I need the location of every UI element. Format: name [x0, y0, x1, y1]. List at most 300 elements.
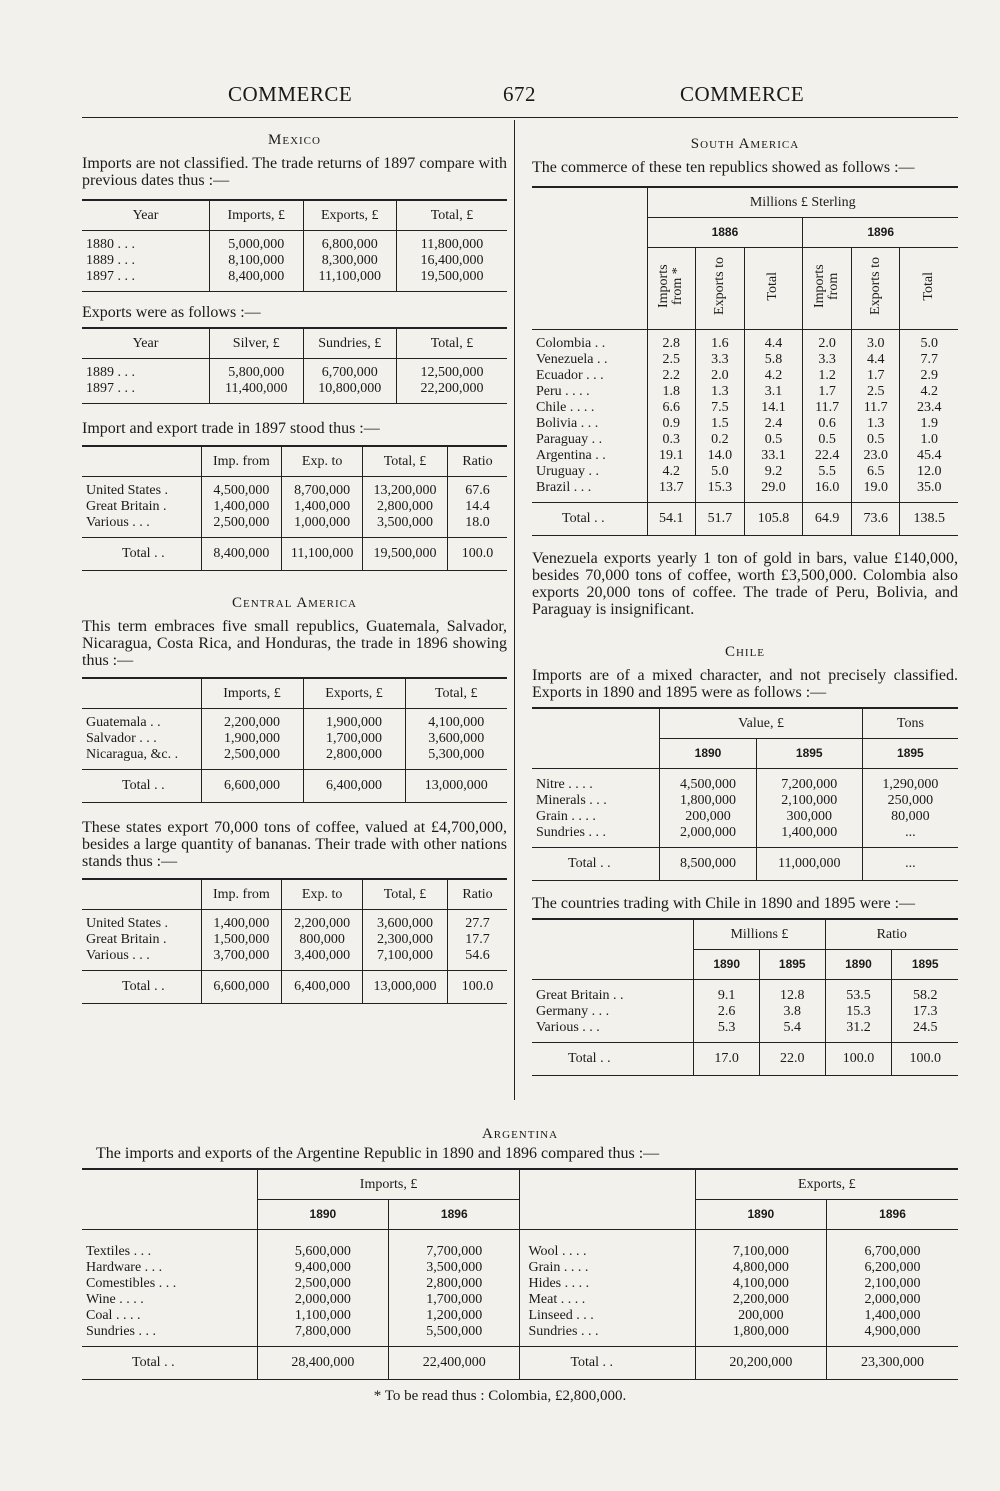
- cell-value: 80,000: [862, 809, 958, 825]
- row-label: Great Britain . .: [536, 988, 624, 1003]
- column-header: Sundries, £: [303, 328, 397, 359]
- total-label: Total . .: [532, 848, 660, 881]
- total-value: 6,400,000: [282, 971, 363, 1004]
- sub-header-label: Exports to: [867, 257, 883, 315]
- year-header: 1890: [660, 739, 756, 769]
- year-header: 1896: [803, 218, 958, 248]
- mexico-trade-intro: Import and export trade in 1897 stood thus :—: [82, 420, 380, 437]
- central-para: These states export 70,000 tons of coffee, valued at £4,700,000, besides a large quantity of bananas. Their trade with other nations stands thus :—: [82, 819, 507, 870]
- cell-value: 2.2: [647, 368, 696, 384]
- row-label: 1880 . . .: [86, 237, 135, 252]
- column-header: Exports, £: [303, 678, 405, 709]
- south-table: [532, 186, 958, 536]
- table-row: [532, 809, 958, 825]
- total-row: [532, 503, 958, 536]
- total-value: 100.0: [892, 1043, 958, 1076]
- total-value: 20,200,000: [695, 1347, 826, 1380]
- row-label: Salvador . . .: [86, 731, 157, 746]
- cell-value: 3.3: [803, 352, 852, 368]
- total-value: 11,100,000: [282, 538, 363, 571]
- cell-value: 35.0: [900, 480, 958, 503]
- total-value: 64.9: [803, 503, 852, 536]
- row-label: Linseed . . .: [520, 1308, 695, 1324]
- total-label: Total . .: [532, 503, 647, 536]
- row-label: Germany . . .: [536, 1004, 610, 1019]
- cell-value: 22.4: [803, 448, 852, 464]
- cell-value: 19.1: [647, 448, 696, 464]
- total-value: 22,400,000: [389, 1347, 520, 1380]
- south-intro: The commerce of these ten republics showed as follows :—: [532, 159, 915, 176]
- header-left: COMMERCE: [228, 82, 353, 106]
- table-row: [82, 1308, 958, 1324]
- total-value: 23,300,000: [827, 1347, 958, 1380]
- cell-value: 3,400,000: [282, 948, 363, 971]
- cell-value: 19,500,000: [397, 269, 508, 292]
- cell-value: 14.1: [744, 400, 803, 416]
- cell-value: 18.0: [448, 515, 508, 538]
- mexico-intro: Imports are not classified. The trade returns of 1897 compare with previous dates thus :—: [82, 155, 507, 189]
- cell-value: 7,100,000: [695, 1230, 826, 1261]
- right-column: [532, 136, 958, 1076]
- table-row: [82, 359, 507, 382]
- table-row: [532, 1004, 958, 1020]
- cell-value: 1.3: [696, 384, 745, 400]
- cell-value: 15.3: [825, 1004, 892, 1020]
- column-header: Ratio: [448, 446, 508, 477]
- cell-value: 0.5: [803, 432, 852, 448]
- table-row: [532, 793, 958, 809]
- table-row: [82, 381, 507, 404]
- table-row: [82, 515, 507, 538]
- row-label: Brazil . . .: [536, 480, 592, 495]
- cell-value: 0.9: [647, 416, 696, 432]
- group-header: Millions £: [694, 919, 825, 950]
- cell-value: 1.7: [851, 368, 900, 384]
- total-label: Total . .: [82, 770, 201, 803]
- total-row: [82, 538, 507, 571]
- cell-value: 2,800,000: [303, 747, 405, 770]
- cell-value: 7,200,000: [756, 769, 862, 794]
- total-value: 138.5: [900, 503, 958, 536]
- left-column: [82, 132, 507, 1004]
- table-row: [532, 400, 958, 416]
- sub-header-label: Total: [765, 271, 781, 301]
- total-label: Total . .: [82, 1347, 257, 1380]
- row-label: Comestibles . . .: [86, 1276, 177, 1291]
- column-header: Total, £: [405, 678, 507, 709]
- cell-value: 1,400,000: [756, 825, 862, 848]
- central-table-2: [82, 878, 507, 1004]
- cell-value: 2.4: [744, 416, 803, 432]
- cell-value: 5.3: [694, 1020, 760, 1043]
- group-header: Ratio: [825, 919, 958, 950]
- table-row: [82, 731, 507, 747]
- table-row: [532, 352, 958, 368]
- argentina-intro: The imports and exports of the Argentine Republic in 1890 and 1896 compared thus :—: [96, 1145, 660, 1162]
- sub-header-label: Total: [921, 271, 937, 301]
- cell-value: 5.0: [696, 464, 745, 480]
- cell-value: 3.8: [759, 1004, 825, 1020]
- cell-value: 3.3: [696, 352, 745, 368]
- cell-value: 9.1: [694, 980, 760, 1005]
- cell-value: 5,600,000: [257, 1230, 388, 1261]
- cell-value: 2,500,000: [257, 1276, 388, 1292]
- cell-value: 16.0: [803, 480, 852, 503]
- column-header: [82, 678, 201, 709]
- total-label: Total . .: [82, 538, 201, 571]
- total-value: 13,000,000: [363, 971, 448, 1004]
- table-row: [82, 1260, 958, 1276]
- chile-table-1: [532, 707, 958, 881]
- table-row: [82, 269, 507, 292]
- sub-header-label: Imports from: [812, 264, 842, 308]
- table-row: [532, 368, 958, 384]
- cell-value: 4.4: [744, 330, 803, 353]
- cell-value: 2,200,000: [201, 709, 303, 732]
- sub-header: [744, 248, 803, 330]
- table-row: [82, 253, 507, 269]
- group-header: Tons: [862, 708, 958, 739]
- page-number: 672: [503, 82, 536, 106]
- cell-value: 1,400,000: [201, 910, 282, 933]
- cell-value: 2.0: [803, 330, 852, 353]
- cell-value: 1,900,000: [201, 731, 303, 747]
- table-row: [532, 480, 958, 503]
- column-header: Year: [82, 200, 210, 231]
- row-label: Various . . .: [86, 515, 150, 530]
- cell-value: 58.2: [892, 980, 958, 1005]
- column-header: [82, 879, 201, 910]
- row-label: Grain . . . .: [536, 809, 596, 824]
- cell-value: 3,600,000: [405, 731, 507, 747]
- year-header: 1890: [257, 1200, 388, 1230]
- row-label: Textiles . . .: [86, 1244, 152, 1259]
- cell-value: 23.0: [851, 448, 900, 464]
- total-value: ...: [862, 848, 958, 881]
- column-header: Total, £: [363, 879, 448, 910]
- total-label: Total . .: [520, 1347, 695, 1380]
- corner-cell: [532, 187, 647, 330]
- cell-value: 2,300,000: [363, 932, 448, 948]
- total-value: 17.0: [694, 1043, 760, 1076]
- cell-value: 27.7: [448, 910, 508, 933]
- argentina-title: Argentina: [481, 1126, 559, 1142]
- row-label: Sundries . . .: [536, 825, 606, 840]
- column-header: Silver, £: [210, 328, 304, 359]
- cell-value: 2.6: [694, 1004, 760, 1020]
- exports-header: Exports, £: [695, 1169, 958, 1200]
- cell-value: 3,600,000: [363, 910, 448, 933]
- table-row: [532, 769, 958, 794]
- row-label: Meat . . . .: [520, 1292, 695, 1308]
- central-table-1: [82, 677, 507, 803]
- cell-value: 12.0: [900, 464, 958, 480]
- cell-value: 1.3: [851, 416, 900, 432]
- cell-value: 2,500,000: [201, 747, 303, 770]
- cell-value: 1,200,000: [389, 1308, 520, 1324]
- row-label: Sundries . . .: [520, 1324, 695, 1347]
- row-label: 1889 . . .: [86, 365, 135, 380]
- total-value: 105.8: [744, 503, 803, 536]
- table-row: [82, 499, 507, 515]
- column-header: Total, £: [397, 200, 508, 231]
- cell-value: 300,000: [756, 809, 862, 825]
- cell-value: 3,500,000: [363, 515, 448, 538]
- year-header: 1895: [759, 950, 825, 980]
- cell-value: 1,700,000: [389, 1292, 520, 1308]
- cell-value: 33.1: [744, 448, 803, 464]
- cell-value: 2.9: [900, 368, 958, 384]
- cell-value: 31.2: [825, 1020, 892, 1043]
- table-row: [532, 448, 958, 464]
- sub-header: [851, 248, 900, 330]
- row-label: Uruguay . .: [536, 464, 599, 479]
- cell-value: 15.3: [696, 480, 745, 503]
- cell-value: 23.4: [900, 400, 958, 416]
- column-header: Imports, £: [210, 200, 304, 231]
- row-label: Venezuela . .: [536, 352, 608, 367]
- cell-value: 2.5: [647, 352, 696, 368]
- cell-value: 7.5: [696, 400, 745, 416]
- total-row: [82, 1347, 958, 1380]
- table-row: [532, 980, 958, 1005]
- table-row: [82, 932, 507, 948]
- row-label: Guatemala . .: [86, 715, 161, 730]
- total-value: 28,400,000: [257, 1347, 388, 1380]
- total-label: Total . .: [532, 1043, 694, 1076]
- cell-value: 3,700,000: [201, 948, 282, 971]
- cell-value: 1,500,000: [201, 932, 282, 948]
- cell-value: 1,100,000: [257, 1308, 388, 1324]
- year-header: 1890: [825, 950, 892, 980]
- cell-value: 5.8: [744, 352, 803, 368]
- cell-value: 1,800,000: [660, 793, 756, 809]
- corner-cell: [532, 919, 694, 980]
- column-header: Imp. from: [201, 446, 282, 477]
- total-value: 8,400,000: [201, 538, 282, 571]
- chile-table-2: [532, 918, 958, 1076]
- cell-value: 11,400,000: [210, 381, 304, 404]
- row-label: Various . . .: [536, 1020, 600, 1035]
- total-row: [82, 971, 507, 1004]
- column-header: Imports, £: [201, 678, 303, 709]
- column-divider: [514, 120, 515, 1100]
- row-label: Ecuador . . .: [536, 368, 604, 383]
- cell-value: 11,800,000: [397, 231, 508, 254]
- column-header: Total, £: [397, 328, 508, 359]
- cell-value: 1.2: [803, 368, 852, 384]
- row-label: Nitre . . . .: [536, 777, 593, 792]
- cell-value: 11,100,000: [303, 269, 397, 292]
- row-label: Minerals . . .: [536, 793, 607, 808]
- cell-value: 2.0: [696, 368, 745, 384]
- cell-value: 17.7: [448, 932, 508, 948]
- cell-value: 4,100,000: [695, 1276, 826, 1292]
- total-value: 22.0: [759, 1043, 825, 1076]
- year-header: 1886: [647, 218, 803, 248]
- argentina-table: [82, 1168, 958, 1380]
- row-label: Sundries . . .: [86, 1324, 156, 1339]
- total-row: [532, 848, 958, 881]
- cell-value: 7.7: [900, 352, 958, 368]
- sub-header: [900, 248, 958, 330]
- row-label: Nicaragua, &c. .: [86, 747, 179, 762]
- cell-value: 2,200,000: [695, 1292, 826, 1308]
- cell-value: 9,400,000: [257, 1260, 388, 1276]
- cell-value: 4,500,000: [201, 477, 282, 500]
- cell-value: 11.7: [803, 400, 852, 416]
- total-value: 11,000,000: [756, 848, 862, 881]
- total-row: [532, 1043, 958, 1076]
- total-value: 100.0: [448, 538, 508, 571]
- row-label: United States .: [86, 483, 169, 498]
- cell-value: 1,400,000: [827, 1308, 958, 1324]
- cell-value: 6.5: [851, 464, 900, 480]
- total-value: 6,600,000: [201, 770, 303, 803]
- table-row: [82, 1292, 958, 1308]
- corner-cell: [82, 1169, 257, 1230]
- table-row: [532, 384, 958, 400]
- row-label: Bolivia . . .: [536, 416, 599, 431]
- mexico-title: Mexico: [268, 132, 321, 148]
- row-label: 1897 . . .: [82, 269, 210, 292]
- cell-value: 19.0: [851, 480, 900, 503]
- cell-value: 1,800,000: [695, 1324, 826, 1347]
- south-title: South America: [690, 136, 800, 152]
- cell-value: 2,100,000: [756, 793, 862, 809]
- row-label: Hides . . . .: [520, 1276, 695, 1292]
- cell-value: 2.8: [647, 330, 696, 353]
- year-header: 1896: [389, 1200, 520, 1230]
- table-row: [82, 231, 507, 254]
- cell-value: ...: [862, 825, 958, 848]
- table-row: [82, 948, 507, 971]
- cell-value: 12.8: [759, 980, 825, 1005]
- table-row: [82, 1276, 958, 1292]
- cell-value: 1.6: [696, 330, 745, 353]
- year-header: 1890: [694, 950, 760, 980]
- cell-value: 7,100,000: [363, 948, 448, 971]
- cell-value: 4,900,000: [827, 1324, 958, 1347]
- total-value: 100.0: [448, 971, 508, 1004]
- chile-title: Chile: [724, 644, 766, 660]
- cell-value: 1.7: [803, 384, 852, 400]
- table-row: [532, 432, 958, 448]
- cell-value: 8,400,000: [210, 269, 304, 292]
- table-row: [82, 477, 507, 500]
- cell-value: 0.5: [744, 432, 803, 448]
- cell-value: 0.6: [803, 416, 852, 432]
- cell-value: 4.2: [647, 464, 696, 480]
- table-row: [532, 330, 958, 353]
- cell-value: 1.5: [696, 416, 745, 432]
- footnote: * To be read thus : Colombia, £2,800,000.: [373, 1388, 627, 1404]
- column-header: [82, 446, 201, 477]
- south-para: Venezuela exports yearly 1 ton of gold in bars, value £140,000, besides 70,000 tons of coffee, worth £3,500,000. Colombia also exports 20,000 tons of coffee. The trade of Peru, Bolivia, and Paraguay is insignificant.: [532, 550, 958, 618]
- cell-value: 1,900,000: [303, 709, 405, 732]
- cell-value: 8,300,000: [303, 253, 397, 269]
- table-row: [532, 464, 958, 480]
- table-row: [532, 416, 958, 432]
- cell-value: 6,800,000: [303, 231, 397, 254]
- total-value: 13,000,000: [405, 770, 507, 803]
- cell-value: 12,500,000: [397, 359, 508, 382]
- column-header: Ratio: [448, 879, 508, 910]
- header-rule: [82, 117, 958, 118]
- total-label: Total . .: [82, 971, 201, 1004]
- cell-value: 6.6: [647, 400, 696, 416]
- table-row: [532, 825, 958, 848]
- cell-value: 8,700,000: [282, 477, 363, 500]
- column-header: Exp. to: [282, 879, 363, 910]
- table-row: [532, 1020, 958, 1043]
- cell-value: 53.5: [825, 980, 892, 1005]
- table-row: [82, 910, 507, 933]
- cell-value: 2,000,000: [660, 825, 756, 848]
- cell-value: 5,500,000: [389, 1324, 520, 1347]
- table-row: [82, 1230, 958, 1261]
- sub-header: [696, 248, 745, 330]
- group-header: Millions £ Sterling: [647, 187, 958, 218]
- cell-value: 10,800,000: [303, 381, 397, 404]
- row-label: Grain . . . .: [520, 1260, 695, 1276]
- row-label: Great Britain .: [86, 499, 167, 514]
- cell-value: 1,000,000: [282, 515, 363, 538]
- cell-value: 29.0: [744, 480, 803, 503]
- row-label: 1897 . . .: [82, 381, 210, 404]
- row-label: Wool . . . .: [520, 1230, 695, 1261]
- cell-value: 2,500,000: [201, 515, 282, 538]
- cell-value: 5.0: [900, 330, 958, 353]
- cell-value: 2,200,000: [282, 910, 363, 933]
- column-header: Imp. from: [201, 879, 282, 910]
- column-header: Year: [82, 328, 210, 359]
- imports-header: Imports, £: [257, 1169, 520, 1200]
- cell-value: 4,500,000: [660, 769, 756, 794]
- chile-para: The countries trading with Chile in 1890 and 1895 were :—: [532, 895, 916, 912]
- cell-value: 4,100,000: [405, 709, 507, 732]
- cell-value: 1.9: [900, 416, 958, 432]
- cell-value: 0.2: [696, 432, 745, 448]
- cell-value: 6,700,000: [303, 359, 397, 382]
- cell-value: 13.7: [647, 480, 696, 503]
- central-intro: This term embraces five small republics, Guatemala, Salvador, Nicaragua, Costa Rica, and Honduras, the trade in 1896 showing thus :—: [82, 618, 507, 669]
- cell-value: 14.0: [696, 448, 745, 464]
- cell-value: 4.2: [900, 384, 958, 400]
- cell-value: 2,800,000: [389, 1276, 520, 1292]
- cell-value: 11.7: [851, 400, 900, 416]
- year-header: 1895: [892, 950, 958, 980]
- cell-value: 13,200,000: [363, 477, 448, 500]
- corner-cell: [520, 1169, 695, 1230]
- year-header: 1895: [756, 739, 862, 769]
- cell-value: 3,500,000: [389, 1260, 520, 1276]
- cell-value: 16,400,000: [397, 253, 508, 269]
- cell-value: 5,300,000: [405, 747, 507, 770]
- cell-value: 3.1: [744, 384, 803, 400]
- cell-value: 1,290,000: [862, 769, 958, 794]
- cell-value: 5.5: [803, 464, 852, 480]
- row-label: Colombia . .: [536, 336, 606, 351]
- cell-value: 200,000: [660, 809, 756, 825]
- cell-value: 5,000,000: [210, 231, 304, 254]
- table-row: [82, 747, 507, 770]
- table-row: [82, 709, 507, 732]
- sub-header-label: Imports from *: [656, 264, 686, 308]
- row-label: Argentina . .: [536, 448, 606, 463]
- cell-value: 5,800,000: [210, 359, 304, 382]
- column-header: Total, £: [363, 446, 448, 477]
